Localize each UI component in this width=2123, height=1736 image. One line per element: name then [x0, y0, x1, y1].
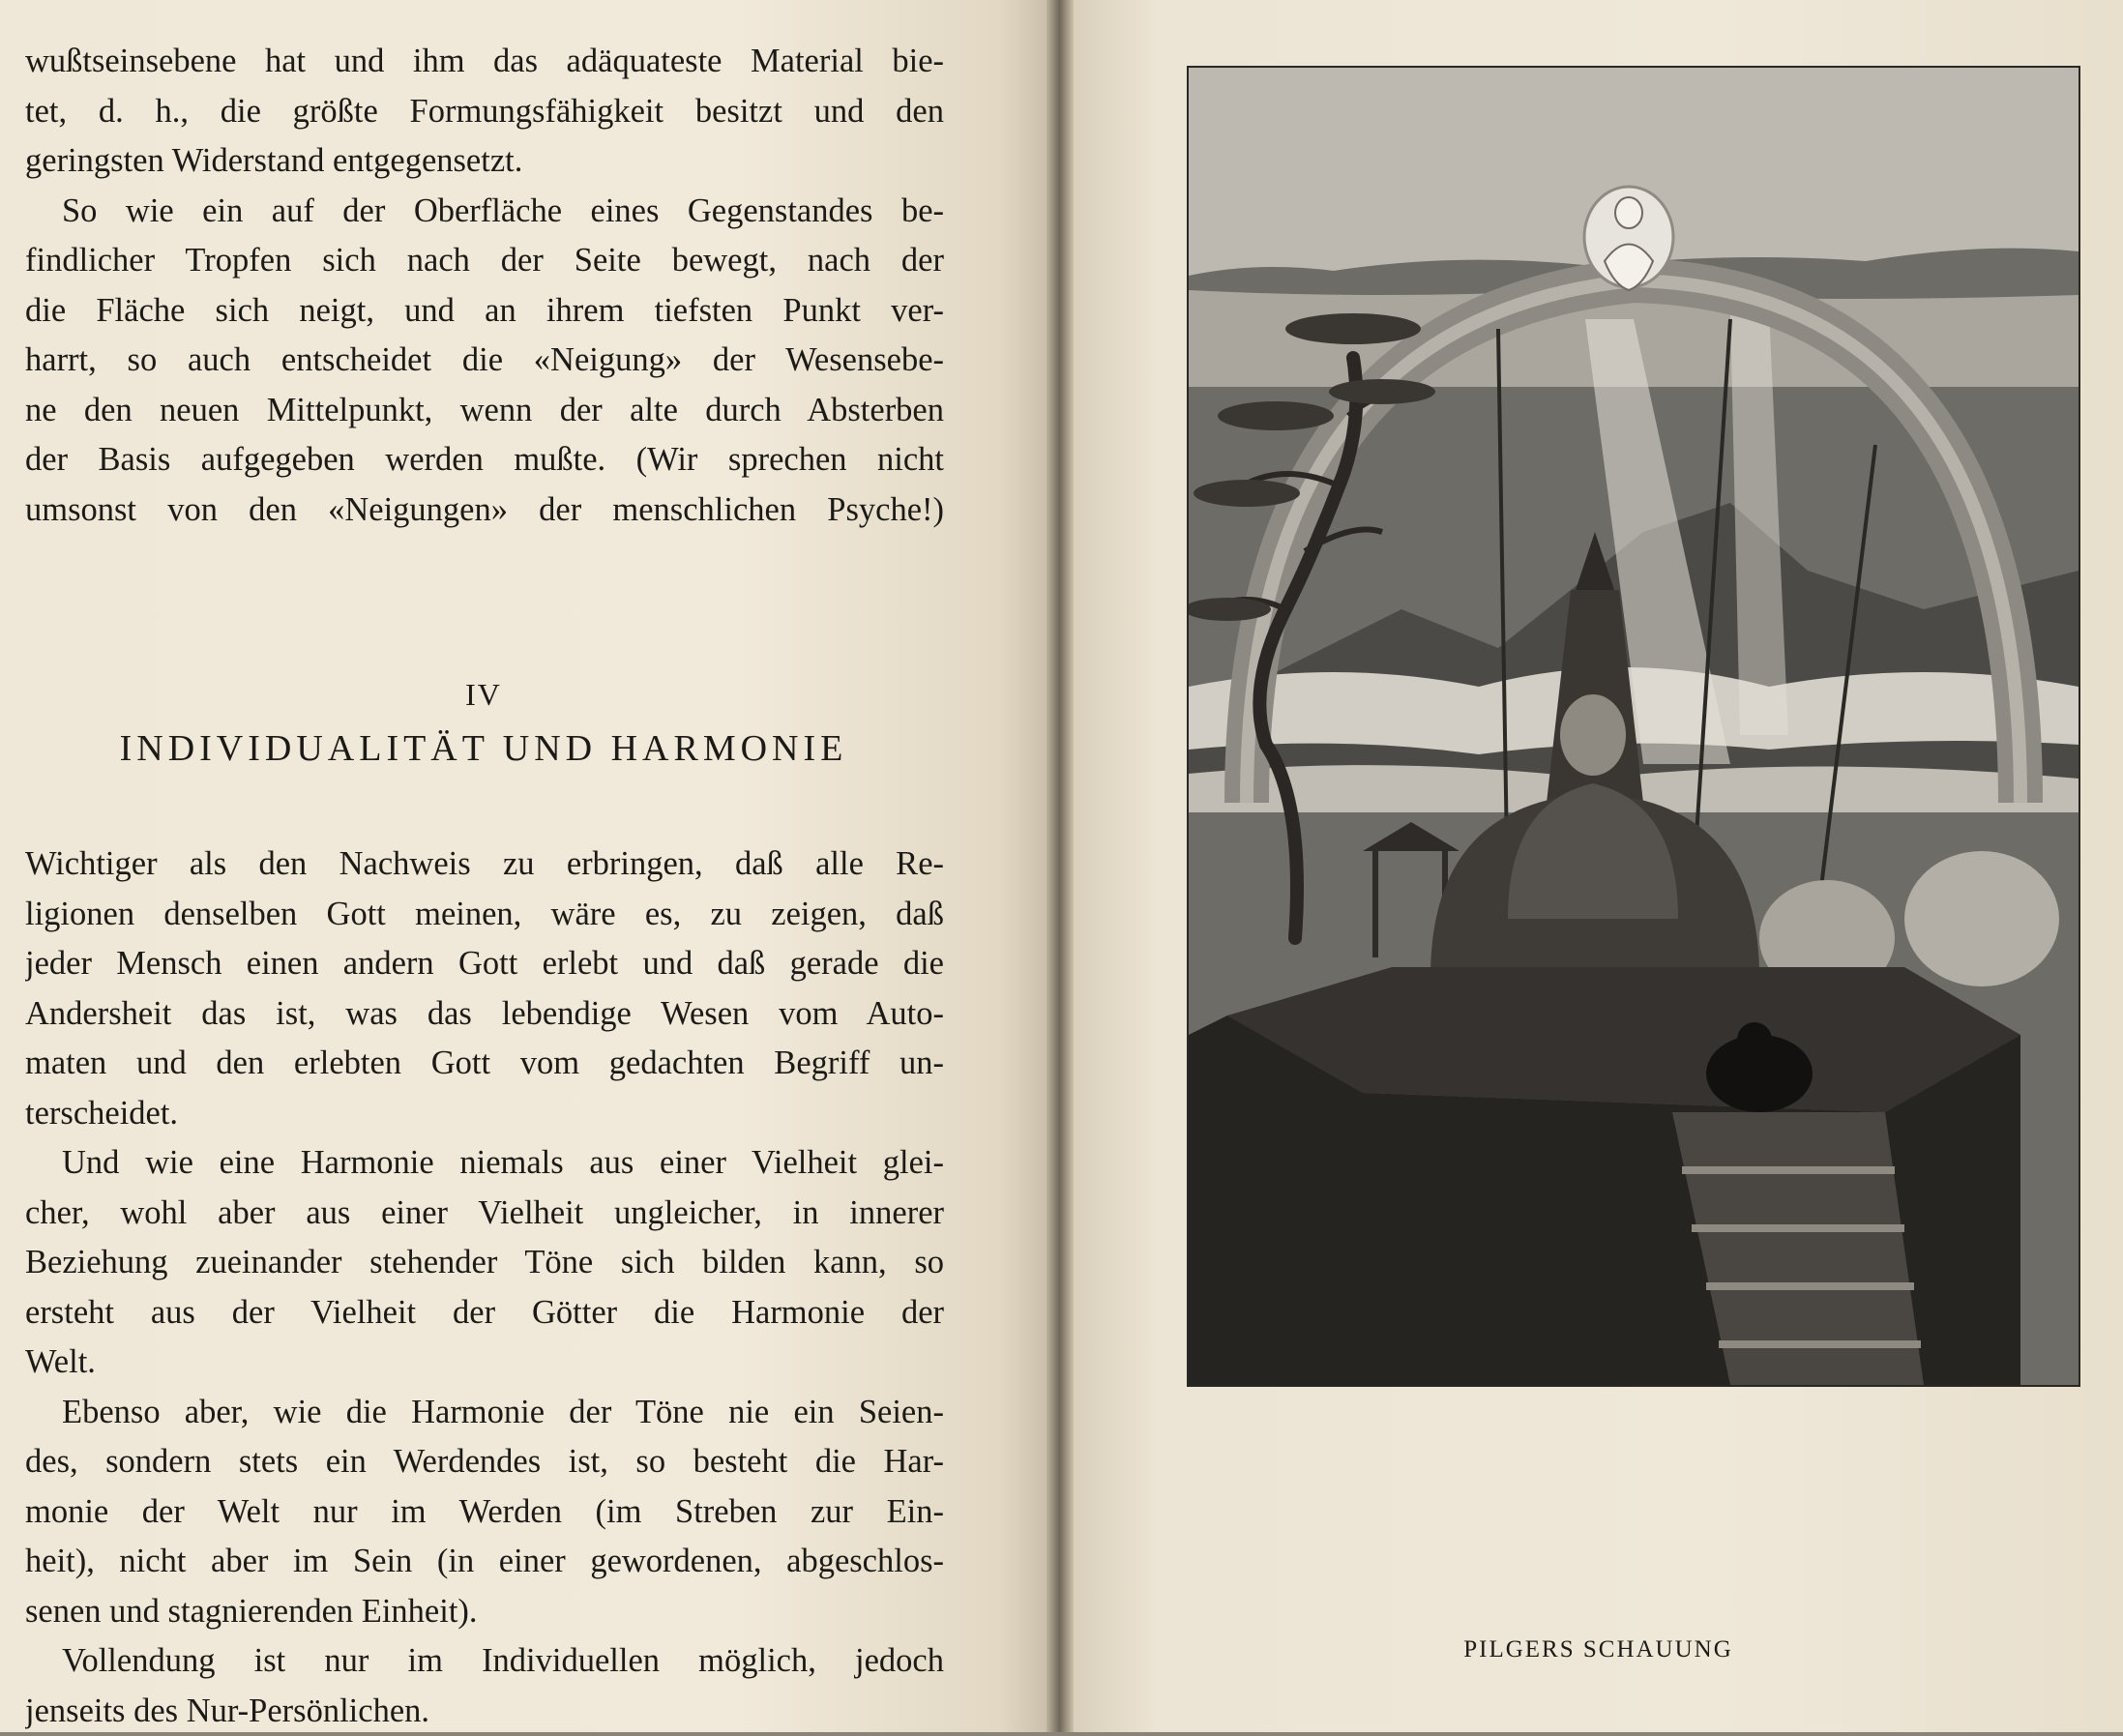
- paragraph-5: [25, 1388, 944, 1637]
- text-line: jenseits des Nur-Persönlichen.: [25, 1687, 944, 1736]
- text-line: harrt, so auch entscheidet die «Neigung» der Wesensebe-: [25, 336, 944, 386]
- text-line: Beziehung zueinander stehender Töne sich bilden kann, so: [25, 1238, 944, 1288]
- text-line: So wie ein auf der Oberfläche eines Gegenstandes be-: [25, 187, 944, 237]
- paragraph-4: [25, 1138, 944, 1388]
- paragraph-6: [25, 1636, 944, 1736]
- deity-head: [1615, 197, 1642, 228]
- text-line: jeder Mensch einen andern Gott erlebt und daß gerade die: [25, 939, 944, 989]
- text-line: Wichtiger als den Nachweis zu erbringen, daß alle Re-: [25, 839, 944, 890]
- buddha-head: [1560, 694, 1626, 776]
- chapter-number: IV: [0, 677, 967, 713]
- illustration-caption: PILGERS SCHAUUNG: [1074, 1636, 2123, 1663]
- tree-foliage: [1194, 480, 1300, 507]
- tree-foliage: [1329, 379, 1435, 404]
- text-line: monie der Welt nur im Werden (im Streben zur Ein-: [25, 1487, 944, 1538]
- paragraph-3: [25, 839, 944, 1138]
- left-page: [0, 0, 1052, 1732]
- text-block-bottom: [25, 839, 944, 1736]
- text-line: cher, wohl aber aus einer Vielheit ungleicher, in innerer: [25, 1189, 944, 1239]
- text-line: senen und stagnierenden Einheit).: [25, 1587, 944, 1637]
- text-line: heit), nicht aber im Sein (in einer gewordenen, abgeschlos-: [25, 1537, 944, 1587]
- text-line: Welt.: [25, 1338, 944, 1388]
- text-line: wußtseinsebene hat und ihm das adäquateste Material bie-: [25, 37, 944, 87]
- text-line: ligionen denselben Gott meinen, wäre es, zu zeigen, daß: [25, 890, 944, 940]
- text-line: tet, d. h., die größte Formungsfähigkeit besitzt und den: [25, 87, 944, 137]
- text-line: Ebenso aber, wie die Harmonie der Töne nie ein Seien-: [25, 1388, 944, 1438]
- tree-foliage: [1285, 313, 1421, 344]
- text-line: findlicher Tropfen sich nach der Seite bewegt, nach der: [25, 236, 944, 286]
- illustration-plate: [1189, 68, 2079, 1385]
- shrine-post: [1372, 851, 1378, 957]
- paragraph-1: [25, 37, 944, 187]
- text-line: geringsten Widerstand entgegensetzt.: [25, 136, 944, 187]
- text-line: umsonst von den «Neigungen» der menschlichen Psyche!): [25, 485, 944, 536]
- pilgrim-head: [1737, 1022, 1772, 1057]
- stupa-painting: [1189, 68, 2079, 1385]
- text-line: Vollendung ist nur im Individuellen möglich, jedoch: [25, 1636, 944, 1687]
- distant-dome: [1904, 851, 2059, 986]
- book-gutter: [1047, 0, 1076, 1732]
- paragraph-2: [25, 187, 944, 536]
- text-line: ne den neuen Mittelpunkt, wenn der alte durch Absterben: [25, 386, 944, 436]
- right-page: [1074, 0, 2123, 1732]
- text-line: maten und den erlebten Gott vom gedachten Begriff un-: [25, 1039, 944, 1089]
- tree-foliage: [1218, 401, 1334, 430]
- text-line: Andersheit das ist, was das lebendige Wesen vom Auto-: [25, 989, 944, 1040]
- text-block-top: [25, 37, 944, 535]
- text-line: die Fläche sich neigt, und an ihrem tiefsten Punkt ver-: [25, 286, 944, 337]
- text-line: ersteht aus der Vielheit der Götter die Harmonie der: [25, 1288, 944, 1339]
- text-line: terscheidet.: [25, 1089, 944, 1139]
- text-line: Und wie eine Harmonie niemals aus einer Vielheit glei-: [25, 1138, 944, 1189]
- text-line: der Basis aufgegeben werden mußte. (Wir sprechen nicht: [25, 435, 944, 485]
- chapter-title: INDIVIDUALITÄT UND HARMONIE: [0, 727, 967, 770]
- text-line: des, sondern stets ein Werdendes ist, so besteht die Har-: [25, 1437, 944, 1487]
